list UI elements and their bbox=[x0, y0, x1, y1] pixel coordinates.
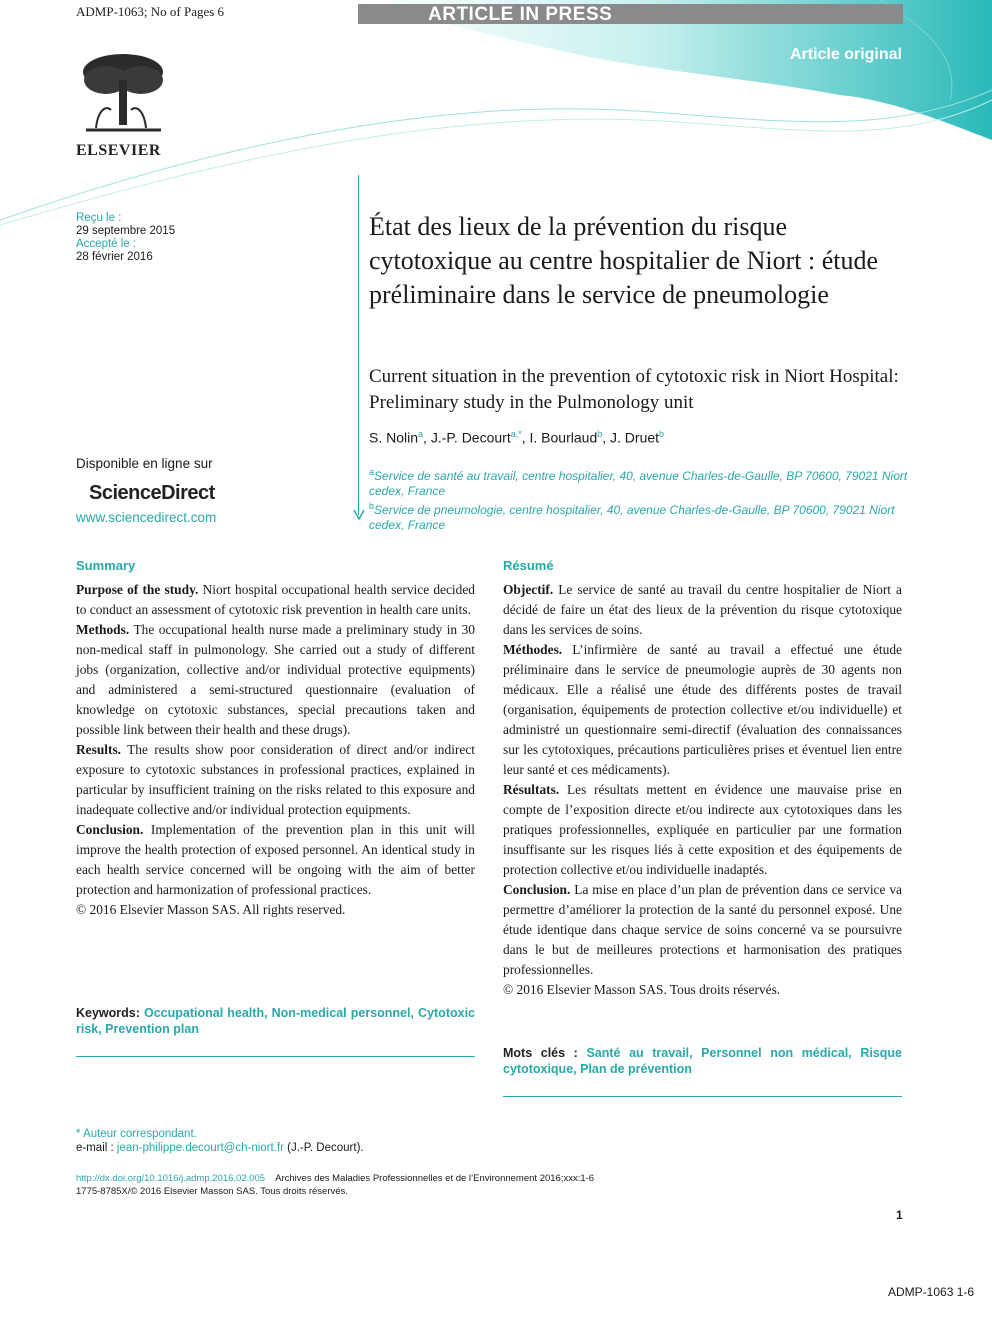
divider-vertical bbox=[358, 175, 359, 515]
received-date: 29 septembre 2015 bbox=[76, 225, 176, 237]
author-affil-sup: a,* bbox=[510, 429, 522, 439]
author-list: S. Nolin$^a$, J.-P. Decourt$^{a,*}$, I. Bourlaud$^b$, J. Druet$^b$ bbox=[369, 429, 665, 446]
elsevier-wordmark: ELSEVIER bbox=[76, 142, 161, 159]
author-name: J.-P. Decourt bbox=[430, 429, 511, 446]
author-affil-sup: b bbox=[659, 429, 665, 439]
resume-heading: Résumé bbox=[503, 558, 554, 573]
resume-paragraph: Résultats. Les résultats mettent en évidence une mauvaise prise en compte de l’exposition directe et/ou indirecte aux cytotoxiques dans les pratiques professionnelles, expliquée en particulier par une formation insuffisante sur les risques liés à cette exposition et des équipements de protection collective et/ou individuelle inadaptés. bbox=[503, 782, 902, 877]
header-ref: ADMP-1063; No of Pages 6 bbox=[76, 4, 225, 19]
resume-column bbox=[503, 556, 902, 1000]
email-link[interactable]: jean-philippe.decourt@ch-niort.fr bbox=[116, 1142, 284, 1154]
accepted-date: 28 février 2016 bbox=[76, 251, 153, 263]
author-affil-sup: b bbox=[597, 429, 603, 439]
corresponding-author-note: * Auteur correspondant. bbox=[76, 1128, 197, 1140]
summary-copyright: © 2016 Elsevier Masson SAS. All rights reserved. bbox=[76, 902, 346, 917]
journal-citation: Archives des Maladies Professionnelles et de l’Environnement 2016;xxx:1-6 bbox=[275, 1173, 595, 1184]
summary-paragraph: Conclusion. Implementation of the prevention plan in this unit will improve the health protection of exposed personnel. An identical study in each health service concerned will be ongoing with the aim of better protection and harmonization of professional practices. bbox=[76, 822, 475, 897]
resume-paragraph: Méthodes. L’infirmière de santé au travail a effectué une étude préliminaire dans le service de pneumologie auprès de 30 agents non médicaux. Elle a réalisé une étude des différents postes de travail (organisation, équipements de protection collective et/ou individuelle) et administré un questionnaire semi-directif (évaluation des connaissances sur les cytotoxiques, précautions particulières prises et éventuel lien entre leur santé et ces médicaments). bbox=[503, 642, 902, 777]
sciencedirect-link[interactable]: www.sciencedirect.com bbox=[76, 510, 217, 525]
email-line: e-mail : jean-philippe.decourt@ch-niort.fr (J.-P. Decourt). bbox=[76, 1142, 364, 1154]
elsevier-tree-icon bbox=[76, 50, 171, 135]
author-name: J. Druet bbox=[610, 429, 660, 446]
summary-paragraph: Purpose of the study. Niort hospital occupational health service decided to conduct an assessment of cytotoxic risk prevention in health care units. bbox=[76, 582, 475, 617]
author-name: I. Bourlaud bbox=[529, 429, 598, 446]
summary-paragraph: Methods. The occupational health nurse made a preliminary study in 30 non-medical staff in pulmonology. She carried out a study of different jobs (organization, collective and/or individual protective equipments) and administered a semi-structured questionnaire (evaluation of knowledge on cytotoxic substances, special precautions taken and possible link between their health and these drugs). bbox=[76, 622, 475, 737]
resume-keywords: Mots clés : Santé au travail, Personnel non médical, Risque cytotoxique, Plan de prévention bbox=[503, 1046, 902, 1076]
article-title-fr: État des lieux de la prévention du risque cytotoxique au centre hospitalier de Niort : étude préliminaire dans le service de pneumologie bbox=[369, 212, 878, 309]
resume-paragraph: Objectif. Le service de santé au travail du centre hospitalier de Niort a décidé de faire un état des lieux de la prévention du risque cytotoxique dans les services de soins. bbox=[503, 582, 902, 637]
resume-paragraph: Conclusion. La mise en place d’un plan de prévention dans ce service va permettre d’améliorer la protection de la santé du personnel exposé. Une étude identique dans chaque service de soins concerné va se poursuivre dans le but de meilleures protections et harmonisation des pratiques professionnelles. bbox=[503, 882, 902, 977]
doi-link[interactable]: http://dx.doi.org/10.1016/j.admp.2016.02.005 bbox=[76, 1173, 266, 1184]
summary-column bbox=[76, 556, 475, 920]
affiliation-b: $^b$Service de pneumologie, centre hospitalier, 40, avenue Charles-de-Gaulle, BP 70600, 79021 Niort cedex, France bbox=[369, 501, 895, 532]
summary-heading: Summary bbox=[76, 558, 136, 573]
summary-keywords: Keywords: Occupational health, Non-medical personnel, Cytotoxic risk, Prevention plan bbox=[76, 1006, 475, 1036]
author-name: S. Nolin bbox=[369, 429, 419, 446]
author-affil-sup: a bbox=[418, 429, 424, 439]
affiliation-a: $^a$Service de santé au travail, centre hospitalier, 40, avenue Charles-de-Gaulle, BP 70600, 79021 Niort cedex, France bbox=[369, 467, 908, 498]
accepted-label: Accepté le : bbox=[76, 238, 137, 250]
issn-line: 1775-8785X/© 2016 Elsevier Masson SAS. Tous droits réservés. bbox=[76, 1186, 348, 1197]
article-in-press-label: ARTICLE IN PRESS bbox=[428, 4, 613, 25]
resume-copyright: © 2016 Elsevier Masson SAS. Tous droits réservés. bbox=[503, 982, 781, 997]
article-dates bbox=[76, 212, 175, 264]
divider bbox=[76, 1056, 475, 1057]
footer-citation bbox=[76, 1172, 906, 1198]
page-number: 1 bbox=[896, 1208, 903, 1222]
summary-paragraph: Results. The results show poor consideration of direct and/or indirect exposure to cytotoxic substances in professional practices, explained in particular by insufficient training on the risks related to this exposure and inadequate collective and/or individual protection equipments. bbox=[76, 742, 475, 817]
affiliations bbox=[369, 465, 909, 533]
footer-correspondence bbox=[76, 1127, 364, 1155]
article-type: Article original bbox=[789, 46, 902, 63]
arrow-down-icon bbox=[353, 508, 365, 522]
sciencedirect-logo: ScienceDirect bbox=[89, 482, 215, 504]
received-label: Reçu le : bbox=[76, 212, 122, 224]
page-ref: ADMP-1063 1-6 bbox=[888, 1285, 975, 1299]
online-label: Disponible en ligne sur bbox=[76, 456, 213, 471]
elsevier-logo bbox=[76, 50, 171, 159]
divider bbox=[503, 1096, 902, 1097]
article-title-en: Current situation in the prevention of cytotoxic risk in Niort Hospital: Preliminary study in the Pulmonology unit bbox=[369, 366, 899, 413]
